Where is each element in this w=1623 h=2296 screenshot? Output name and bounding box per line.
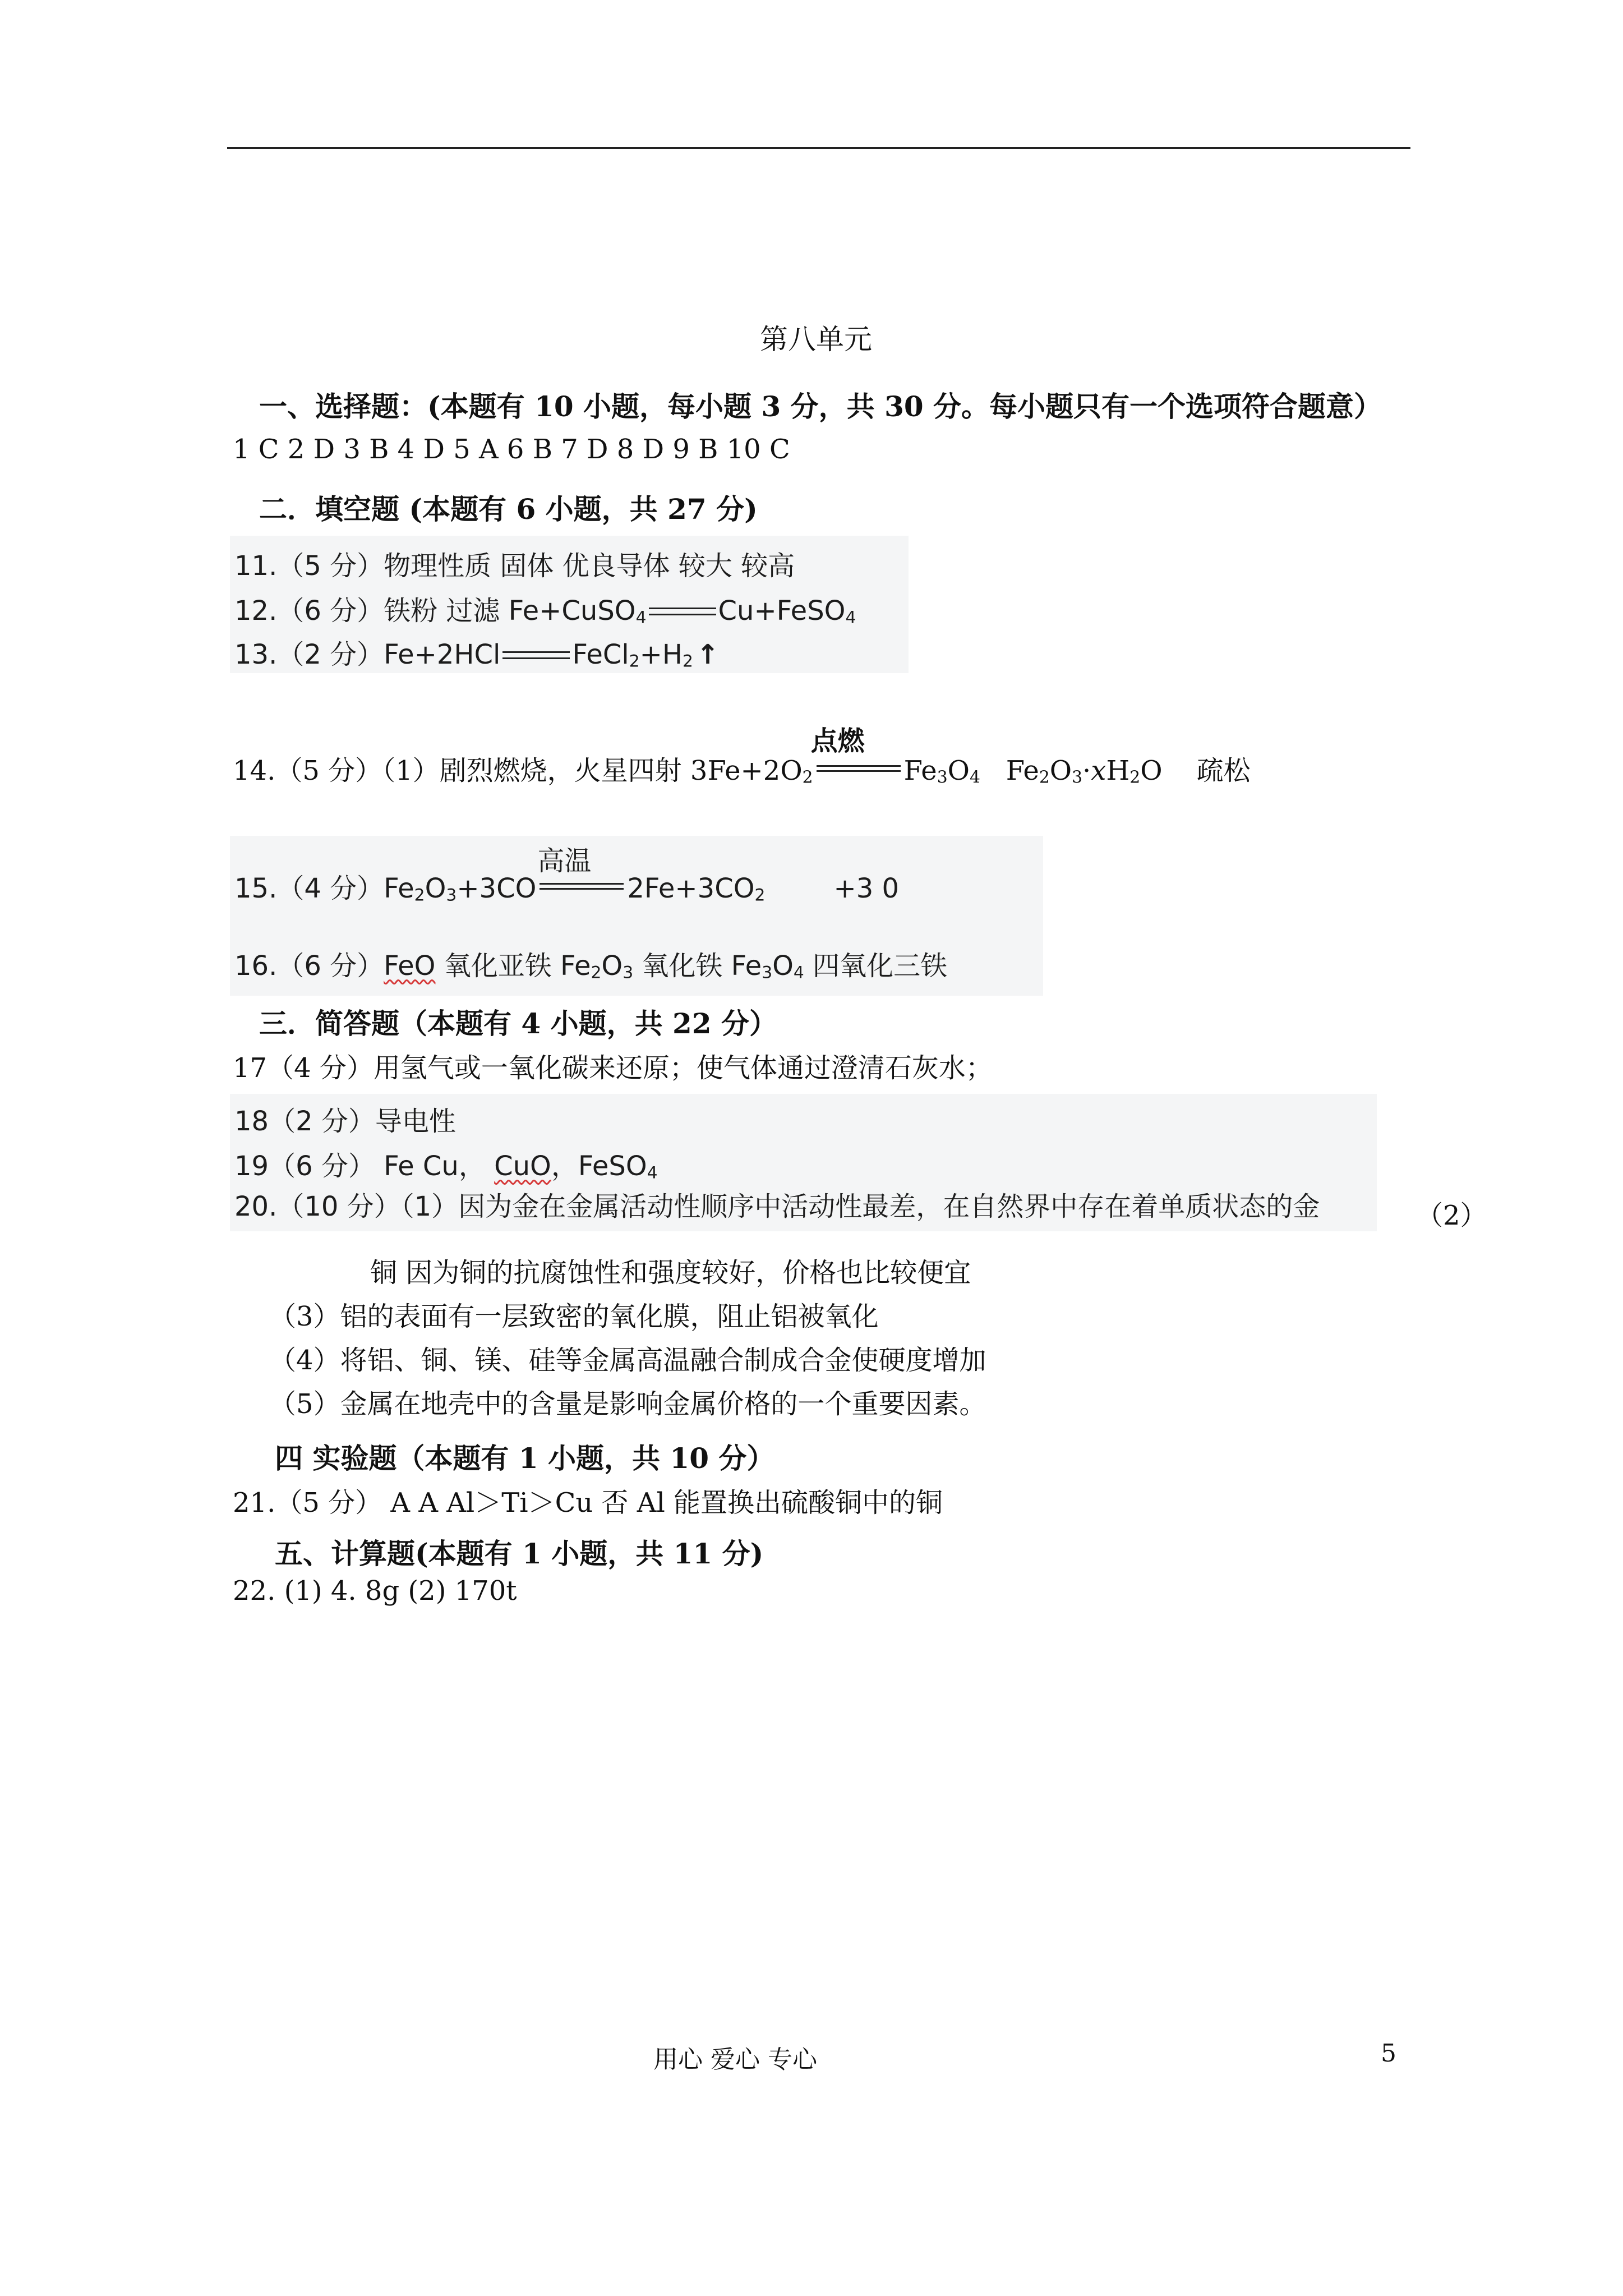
answer-q12: 12.（6 分）铁粉 过滤 Fe+CuSO4 Cu+FeSO4 bbox=[234, 595, 856, 628]
answer-q20-part2-label: （2） bbox=[1416, 1200, 1487, 1231]
answer-q22: 22. (1) 4. 8g (2) 170t bbox=[233, 1575, 517, 1607]
section3-heading: 三．简答题（本题有 4 小题，共 22 分） bbox=[259, 1007, 777, 1040]
answer-q20-part2: 铜 因为铜的抗腐蚀性和强度较好，价格也比较便宜 bbox=[370, 1257, 971, 1289]
section5-heading: 五、计算题(本题有 1 小题，共 11 分) bbox=[275, 1537, 764, 1570]
header-rule bbox=[227, 147, 1410, 149]
unit-title: 第八单元 bbox=[760, 323, 872, 356]
answer-q17: 17（4 分）用氢气或一氧化碳来还原；使气体通过澄清石灰水； bbox=[233, 1052, 993, 1084]
footer-motto: 用心 爱心 专心 bbox=[653, 2045, 817, 2074]
reaction-equals-sign bbox=[810, 725, 901, 774]
answer-q20-part4: （4）将铝、铜、镁、硅等金属高温融合制成合金使硬度增加 bbox=[269, 1345, 986, 1376]
answer-q18: 18（2 分）导电性 bbox=[234, 1106, 456, 1137]
answer-q11: 11.（5 分）物理性质 固体 优良导体 较大 较高 bbox=[234, 550, 795, 582]
reaction-condition-heat: 高温 bbox=[537, 845, 592, 877]
answer-q20-part5: （5）金属在地壳中的含量是影响金属价格的一个重要因素。 bbox=[269, 1388, 986, 1420]
answer-q13: 13.（2 分）Fe+2HCl FeCl2+H2 ↑ bbox=[234, 639, 720, 671]
section1-heading: 一、选择题：(本题有 10 小题，每小题 3 分，共 30 分。每小题只有一个选项符合题意） bbox=[259, 390, 1382, 423]
section4-heading: 四 实验题（本题有 1 小题，共 10 分） bbox=[275, 1442, 775, 1475]
answer-q20-part1: 20.（10 分）（1）因为金在金属活动性顺序中活动性最差，在自然界中存在着单质状态的金 bbox=[234, 1191, 1320, 1222]
answer-q20-part3: （3）铝的表面有一层致密的氧化膜，阻止铝被氧化 bbox=[269, 1301, 879, 1332]
answer-q19: 19（6 分） Fe Cu， CuO，FeSO4 bbox=[234, 1151, 658, 1183]
reaction-condition-ignite: 点燃 bbox=[810, 725, 865, 757]
answer-q14: 14.（5 分）（1）剧烈燃烧，火星四射 3Fe+2O2 点燃 Fe3O4 Fe2O3·xH2O 疏松 bbox=[233, 749, 1251, 788]
answer-q16: 16.（6 分）FeO 氧化亚铁 Fe2O3 氧化铁 Fe3O4 四氧化三铁 bbox=[234, 950, 948, 983]
section2-heading: 二．填空题 (本题有 6 小题，共 27 分) bbox=[259, 493, 758, 526]
answer-q21: 21.（5 分） A A Al＞Ti＞Cu 否 Al 能置换出硫酸铜中的铜 bbox=[233, 1487, 943, 1519]
page-number: 5 bbox=[1381, 2039, 1396, 2068]
reaction-equals-sign-2 bbox=[537, 845, 624, 892]
gas-arrow-icon: ↑ bbox=[696, 639, 720, 670]
section1-answers: 1 C 2 D 3 B 4 D 5 A 6 B 7 D 8 D 9 B 10 C bbox=[233, 434, 790, 465]
answer-q15: 15.（4 分）Fe2O3+3CO 高温 2Fe+3CO2 +3 0 bbox=[234, 867, 899, 905]
